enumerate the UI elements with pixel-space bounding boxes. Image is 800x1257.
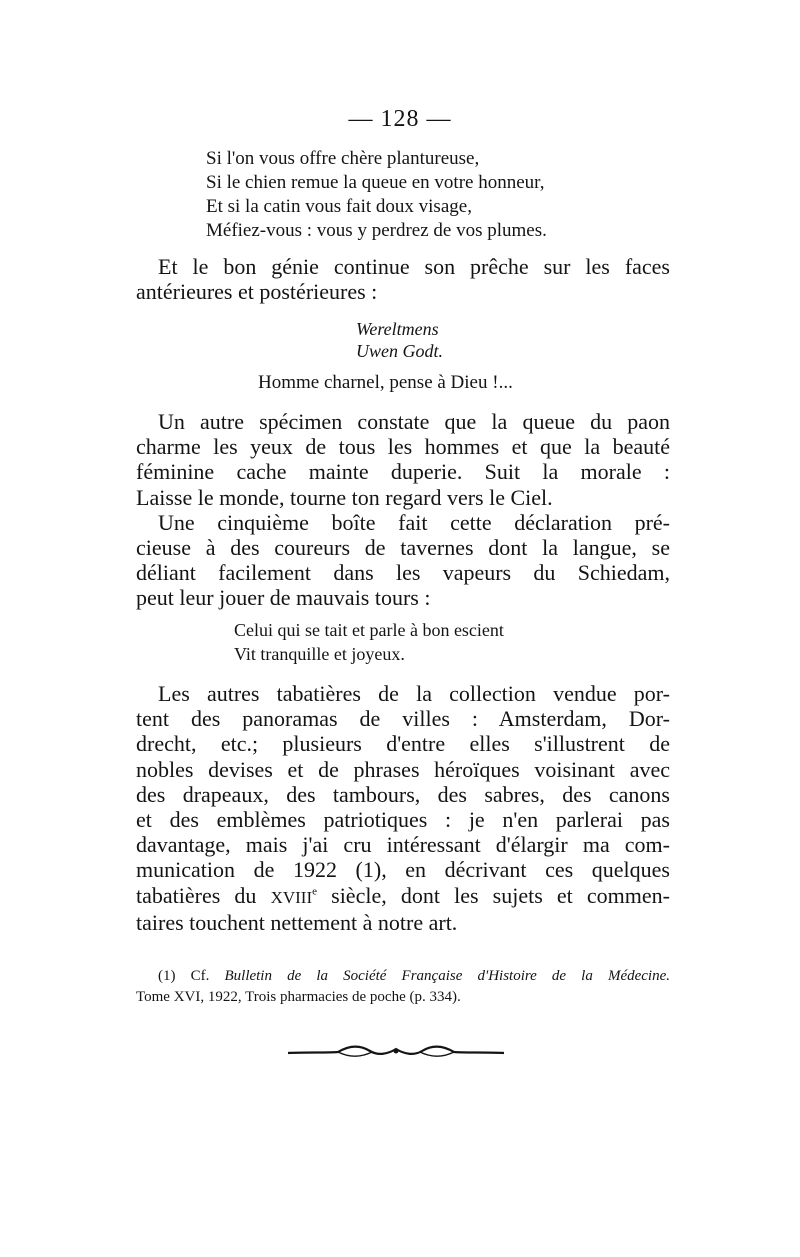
text-line — [136, 883, 670, 910]
page-number: — 128 — — [348, 106, 452, 132]
text-line: munication de 1922 (1), en décrivant ces quelques — [136, 857, 670, 883]
century-numeral: XVIII — [270, 887, 313, 907]
paragraph-1 — [136, 254, 670, 304]
translation-line: Homme charnel, pense à Dieu !... — [258, 372, 513, 393]
superscript: e — [312, 885, 317, 898]
footnote-marker: (1) Cf. — [158, 968, 210, 984]
text-line: drecht, etc.; plusieurs d'entre elles s'illustrent de — [136, 731, 670, 757]
text-line: taires touchent nettement à notre art. — [136, 909, 458, 935]
text-line: Les autres tabatières de la collection vendue por- — [158, 681, 670, 706]
text-line: Laisse le monde, tourne ton regard vers le Ciel. — [136, 484, 553, 510]
paragraph-3 — [136, 681, 670, 935]
dutch-inscription — [356, 318, 443, 362]
text-line: charme les yeux de tous les hommes et que la beauté — [136, 434, 670, 460]
verse-line: Méfiez-vous : vous y perdrez de vos plumes. — [206, 220, 547, 241]
text-line: féminine cache mainte duperie. Suit la morale : — [136, 459, 670, 485]
text-line: et des emblèmes patriotiques : je n'en parlerai pas — [136, 807, 670, 833]
text-line: davantage, mais j'ai cru intéressant d'élargir ma com- — [136, 832, 670, 858]
footnote-line: Tome XVI, 1922, Trois pharmacies de poche (p. 334). — [136, 989, 461, 1005]
footnote-line — [136, 966, 670, 987]
text-line: peut leur jouer de mauvais tours : — [136, 585, 431, 611]
text-fragment: siècle, dont les sujets et commen- — [317, 882, 670, 908]
text-line: des drapeaux, des tambours, des sabres, des canons — [136, 781, 670, 807]
text-line: tent des panoramas de villes : Amsterdam, Dor- — [136, 706, 670, 732]
decorative-ornament-icon — [288, 1040, 504, 1062]
text-line: antérieures et postérieures : — [136, 279, 378, 305]
text-line: cieuse à des coureurs de tavernes dont la langue, se — [136, 535, 670, 561]
verse-line: Si le chien remue la queue en votre honneur, — [206, 172, 545, 193]
paragraph-2 — [136, 409, 670, 611]
text-line: nobles devises et de phrases héroïques voisinant avec — [136, 756, 670, 782]
text-line: Une cinquième boîte fait cette déclaration pré- — [158, 509, 670, 535]
text-line: déliant facilement dans les vapeurs du Schiedam, — [136, 560, 670, 586]
verse-line: Si l'on vous offre chère plantureuse, — [206, 148, 480, 169]
verse-line: Vit tranquille et joyeux. — [234, 644, 405, 664]
verse-line: Celui qui se tait et parle à bon escient — [234, 620, 504, 640]
text-line: Un autre spécimen constate que la queue du paon — [158, 409, 670, 434]
footnote — [136, 966, 670, 1008]
footnote-title: Bulletin de la Société Française d'Histoire de la Médecine. — [224, 968, 671, 984]
inscription-line: Uwen Godt. — [356, 341, 443, 361]
inscription-line: Wereltmens — [356, 319, 439, 339]
verse-line: Et si la catin vous fait doux visage, — [206, 196, 472, 217]
text-fragment: tabatières du — [136, 882, 271, 908]
text-line: Et le bon génie continue son prêche sur les faces — [158, 254, 670, 279]
verse-block-1 — [206, 147, 547, 243]
verse-block-2 — [234, 618, 504, 666]
